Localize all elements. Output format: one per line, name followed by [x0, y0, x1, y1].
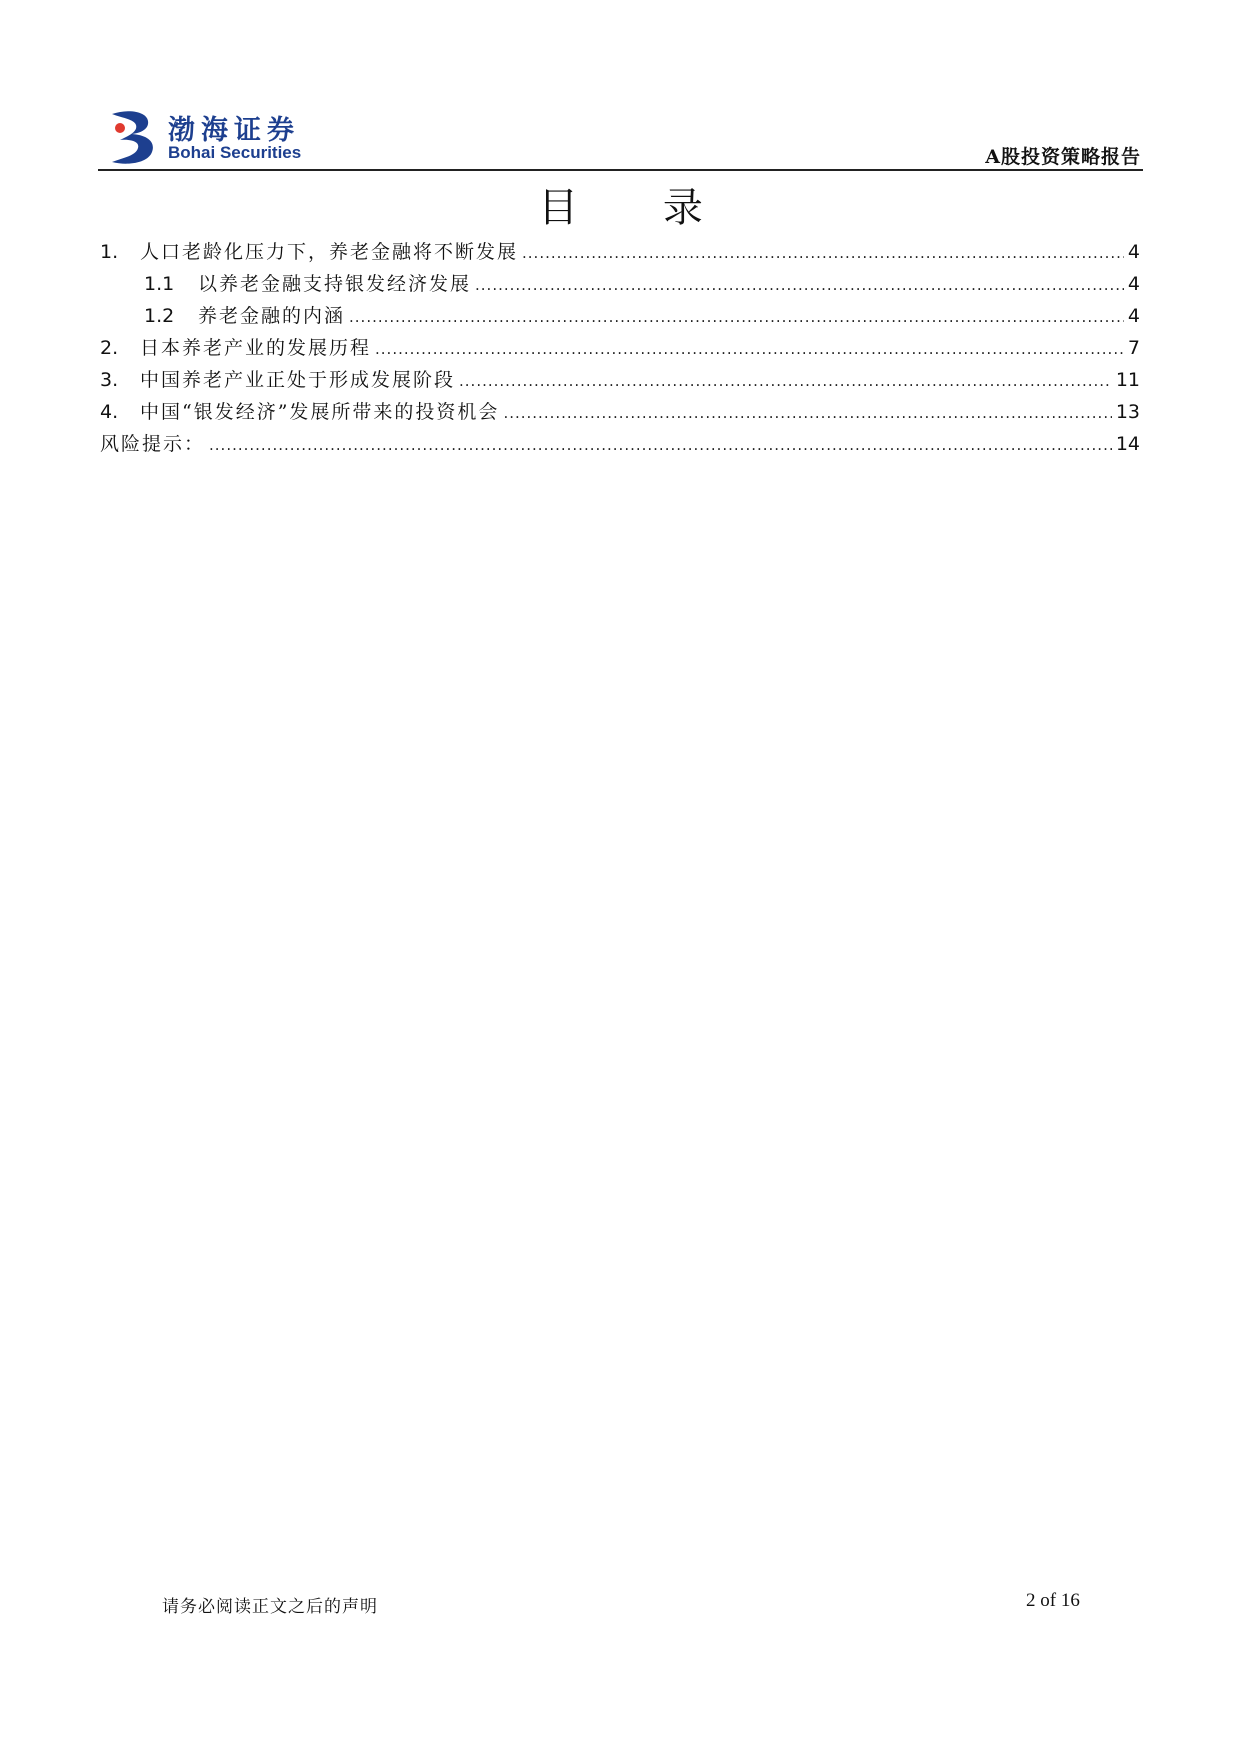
- toc-entry-number: 1.2: [144, 305, 175, 327]
- toc-leader-dots: [375, 340, 1124, 358]
- toc-entry-3[interactable]: [100, 365, 1140, 397]
- footer-disclaimer-note: 请务必阅读正文之后的声明: [162, 1597, 378, 1617]
- toc-entry-4[interactable]: [100, 397, 1140, 429]
- toc-entry-number: 2.: [100, 337, 119, 359]
- toc-leader-dots: [349, 308, 1124, 326]
- toc-entry-text: 中国“银发经济”发展所带来的投资机会: [140, 401, 500, 423]
- toc-entry-page: 7: [1127, 337, 1140, 359]
- bohai-logo-icon: [106, 108, 160, 166]
- toc-entry-risk-warning[interactable]: [100, 429, 1140, 461]
- toc-title: 目 录: [538, 185, 739, 231]
- logo-chinese-name: 渤海证券: [168, 115, 300, 146]
- toc-leader-dots: [475, 276, 1124, 294]
- toc-entry-1-1[interactable]: [144, 269, 1140, 301]
- toc-entry-page: 14: [1115, 433, 1140, 455]
- header-divider: [98, 169, 1143, 171]
- toc-entry-page: 4: [1127, 273, 1140, 295]
- toc-entry-text: 风险提示：: [100, 433, 206, 455]
- toc-entry-2[interactable]: [100, 333, 1140, 365]
- toc-entry-text: 人口老龄化压力下，养老金融将不断发展: [140, 241, 519, 263]
- logo-english-name: Bohai Securities: [168, 143, 302, 162]
- toc-leader-dots: [209, 436, 1112, 454]
- toc-entry-page: 4: [1127, 241, 1140, 263]
- toc-entry-number: 4.: [100, 401, 119, 423]
- bohai-securities-logo: [106, 108, 346, 166]
- toc-entry-1-2[interactable]: [144, 301, 1140, 333]
- toc-entry-page: 4: [1127, 305, 1140, 327]
- toc-entry-page: 13: [1115, 401, 1140, 423]
- toc-entry-number: 1.: [100, 241, 119, 263]
- toc-entry-page: 11: [1115, 369, 1140, 391]
- toc-entry-number: 3.: [100, 369, 119, 391]
- toc-entry-text: 养老金融的内涵: [198, 305, 346, 327]
- toc-leader-dots: [503, 404, 1111, 422]
- toc-entry-text: 日本养老产业的发展历程: [140, 337, 372, 359]
- toc-entry-text: 以养老金融支持银发经济发展: [198, 273, 472, 295]
- toc-leader-dots: [459, 372, 1112, 390]
- footer-page-number: 2 of 16: [1026, 1590, 1080, 1611]
- toc-entry-1[interactable]: [100, 237, 1140, 269]
- toc-entry-number: 1.1: [144, 273, 175, 295]
- toc-leader-dots: [522, 244, 1124, 262]
- toc-entry-text: 中国养老产业正处于形成发展阶段: [140, 369, 456, 391]
- report-type-label: A股投资策略报告: [985, 146, 1141, 168]
